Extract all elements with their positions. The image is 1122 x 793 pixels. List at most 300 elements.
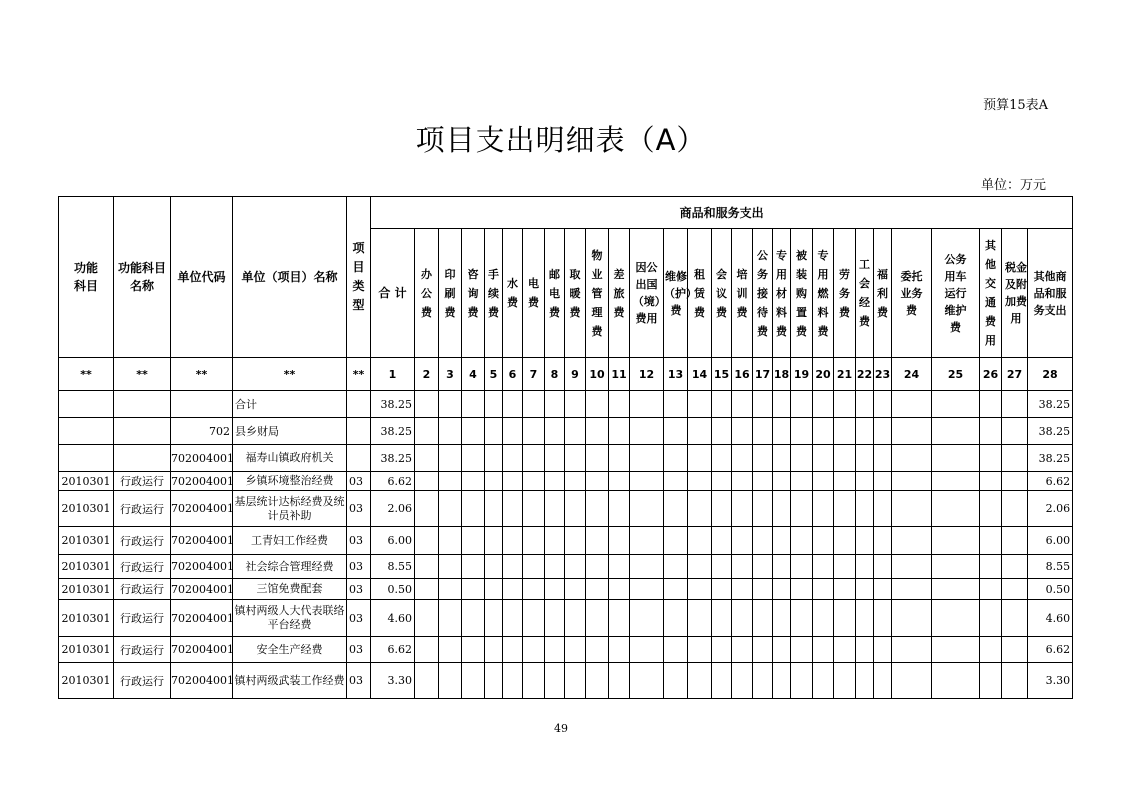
row-empty-cell [503, 600, 523, 637]
index-marker: ** [347, 358, 371, 391]
row-other-goods-services: 6.62 [1028, 637, 1073, 663]
row-func-code: 2010301 [59, 472, 114, 491]
row-empty-cell [688, 391, 712, 418]
row-empty-cell [545, 418, 565, 445]
row-empty-cell [586, 637, 609, 663]
table-row [59, 527, 1073, 555]
row-empty-cell [523, 491, 545, 527]
header-col-label: 其他商品和服务支出 [1033, 269, 1067, 317]
row-empty-cell [609, 555, 630, 579]
row-empty-cell [932, 418, 980, 445]
row-empty-cell [813, 391, 834, 418]
row-empty-cell [834, 472, 856, 491]
row-empty-cell [813, 491, 834, 527]
row-empty-cell [712, 663, 732, 699]
row-empty-cell [545, 600, 565, 637]
row-empty-cell [503, 579, 523, 600]
row-unit-code: 702004001 [171, 600, 233, 637]
row-name: 乡镇环境整治经费 [233, 472, 347, 491]
row-empty-cell [462, 491, 485, 527]
row-empty-cell [439, 418, 462, 445]
row-empty-cell [932, 445, 980, 472]
row-empty-cell [773, 472, 791, 491]
header-col-label: 公务用车运行维护费 [944, 252, 967, 334]
row-empty-cell [462, 418, 485, 445]
header-col-label: 专用材料费 [776, 248, 787, 338]
row-total: 4.60 [371, 600, 415, 637]
row-empty-cell [732, 445, 753, 472]
row-empty-cell [1002, 472, 1028, 491]
row-empty-cell [813, 418, 834, 445]
row-empty-cell [630, 472, 664, 491]
row-empty-cell [874, 637, 892, 663]
row-empty-cell [485, 445, 503, 472]
header-col-label: 差旅费 [613, 267, 625, 319]
row-empty-cell [609, 637, 630, 663]
row-empty-cell [545, 472, 565, 491]
row-func-code: 2010301 [59, 555, 114, 579]
index-number: 13 [664, 358, 688, 391]
header-col-label: 培训费 [736, 267, 748, 319]
row-empty-cell [892, 579, 932, 600]
row-empty-cell [712, 391, 732, 418]
index-number: 28 [1028, 358, 1073, 391]
header-col-17 [753, 229, 773, 358]
row-empty-cell [932, 579, 980, 600]
row-empty-cell [980, 391, 1002, 418]
row-func-code: 2010301 [59, 637, 114, 663]
row-empty-cell [892, 637, 932, 663]
row-empty-cell [712, 445, 732, 472]
index-number: 21 [834, 358, 856, 391]
row-empty-cell [630, 579, 664, 600]
row-empty-cell [503, 527, 523, 555]
row-empty-cell [1002, 418, 1028, 445]
row-empty-cell [1002, 663, 1028, 699]
row-other-goods-services: 0.50 [1028, 579, 1073, 600]
row-empty-cell [664, 472, 688, 491]
row-empty-cell [834, 579, 856, 600]
row-empty-cell [813, 555, 834, 579]
row-unit-code: 702004001 [171, 527, 233, 555]
row-name: 工青妇工作经费 [233, 527, 347, 555]
row-empty-cell [586, 579, 609, 600]
row-unit-code: 702004001 [171, 579, 233, 600]
row-name: 福寿山镇政府机关 [233, 445, 347, 472]
index-number: 19 [791, 358, 813, 391]
row-empty-cell [462, 600, 485, 637]
row-empty-cell [874, 391, 892, 418]
row-empty-cell [834, 527, 856, 555]
row-empty-cell [545, 663, 565, 699]
row-func-code: 2010301 [59, 663, 114, 699]
row-empty-cell [874, 491, 892, 527]
row-empty-cell [688, 445, 712, 472]
row-project-type: 03 [347, 663, 371, 699]
row-empty-cell [462, 663, 485, 699]
row-name: 三馆免费配套 [233, 579, 347, 600]
row-empty-cell [462, 555, 485, 579]
row-func-code: 2010301 [59, 527, 114, 555]
row-func-code: 2010301 [59, 491, 114, 527]
row-empty-cell [753, 391, 773, 418]
header-col-8 [545, 229, 565, 358]
row-empty-cell [462, 445, 485, 472]
row-empty-cell [732, 472, 753, 491]
row-name: 基层统计达标经费及统计员补助 [233, 491, 347, 527]
row-empty-cell [462, 579, 485, 600]
row-func-name [114, 445, 171, 472]
row-empty-cell [980, 418, 1002, 445]
row-empty-cell [523, 555, 545, 579]
row-empty-cell [834, 637, 856, 663]
row-func-code: 2010301 [59, 579, 114, 600]
row-empty-cell [1002, 391, 1028, 418]
row-empty-cell [813, 663, 834, 699]
row-empty-cell [664, 663, 688, 699]
row-func-code [59, 445, 114, 472]
header-col-label: 会议费 [716, 267, 727, 319]
row-empty-cell [1002, 491, 1028, 527]
row-total: 38.25 [371, 391, 415, 418]
row-empty-cell [753, 555, 773, 579]
row-empty-cell [630, 391, 664, 418]
header-col-label: 劳务费 [839, 267, 850, 319]
row-other-goods-services: 4.60 [1028, 600, 1073, 637]
row-empty-cell [565, 600, 586, 637]
row-empty-cell [1002, 527, 1028, 555]
row-empty-cell [485, 555, 503, 579]
row-empty-cell [664, 527, 688, 555]
index-number: 2 [415, 358, 439, 391]
row-empty-cell [874, 527, 892, 555]
row-empty-cell [773, 418, 791, 445]
row-empty-cell [664, 445, 688, 472]
header-col-9 [565, 229, 586, 358]
row-func-name: 行政运行 [114, 637, 171, 663]
row-empty-cell [753, 445, 773, 472]
header-col-label: 水费 [507, 277, 518, 309]
row-name: 合计 [233, 391, 347, 418]
index-number: 18 [773, 358, 791, 391]
row-empty-cell [813, 445, 834, 472]
row-empty-cell [664, 418, 688, 445]
row-empty-cell [630, 527, 664, 555]
row-name: 安全生产经费 [233, 637, 347, 663]
row-empty-cell [856, 555, 874, 579]
row-empty-cell [813, 637, 834, 663]
row-empty-cell [813, 579, 834, 600]
row-empty-cell [688, 418, 712, 445]
row-empty-cell [439, 445, 462, 472]
row-empty-cell [609, 472, 630, 491]
index-number: 26 [980, 358, 1002, 391]
row-func-code: 2010301 [59, 600, 114, 637]
row-empty-cell [523, 637, 545, 663]
row-empty-cell [586, 472, 609, 491]
row-other-goods-services: 38.25 [1028, 418, 1073, 445]
row-empty-cell [415, 555, 439, 579]
header-col-label: 电费 [528, 277, 539, 309]
row-empty-cell [523, 391, 545, 418]
row-empty-cell [753, 418, 773, 445]
row-empty-cell [1002, 637, 1028, 663]
row-empty-cell [688, 491, 712, 527]
row-empty-cell [874, 418, 892, 445]
header-col-16 [732, 229, 753, 358]
row-empty-cell [586, 600, 609, 637]
row-empty-cell [892, 445, 932, 472]
index-number: 3 [439, 358, 462, 391]
header-col-24 [892, 229, 932, 358]
row-empty-cell [415, 391, 439, 418]
row-empty-cell [439, 637, 462, 663]
row-empty-cell [773, 579, 791, 600]
row-empty-cell [980, 663, 1002, 699]
row-empty-cell [565, 579, 586, 600]
row-empty-cell [485, 418, 503, 445]
row-empty-cell [503, 555, 523, 579]
row-empty-cell [856, 527, 874, 555]
row-empty-cell [609, 663, 630, 699]
row-empty-cell [439, 600, 462, 637]
row-empty-cell [791, 600, 813, 637]
header-col-19 [791, 229, 813, 358]
row-empty-cell [523, 472, 545, 491]
header-col-label: 租赁费 [694, 267, 705, 319]
row-empty-cell [565, 445, 586, 472]
row-empty-cell [503, 418, 523, 445]
row-empty-cell [439, 472, 462, 491]
row-empty-cell [630, 418, 664, 445]
row-func-name: 行政运行 [114, 579, 171, 600]
row-empty-cell [773, 663, 791, 699]
header-col-label: 咨询费 [467, 267, 479, 319]
row-empty-cell [630, 445, 664, 472]
row-empty-cell [688, 527, 712, 555]
row-empty-cell [874, 555, 892, 579]
row-empty-cell [874, 600, 892, 637]
row-empty-cell [462, 472, 485, 491]
row-empty-cell [688, 663, 712, 699]
index-number: 1 [371, 358, 415, 391]
table-row [59, 418, 1073, 445]
row-empty-cell [932, 600, 980, 637]
header-col-20 [813, 229, 834, 358]
row-empty-cell [565, 555, 586, 579]
row-empty-cell [586, 663, 609, 699]
row-project-type: 03 [347, 637, 371, 663]
row-empty-cell [980, 579, 1002, 600]
row-empty-cell [1002, 555, 1028, 579]
row-empty-cell [415, 418, 439, 445]
row-empty-cell [586, 391, 609, 418]
row-empty-cell [874, 579, 892, 600]
row-empty-cell [630, 555, 664, 579]
row-empty-cell [545, 445, 565, 472]
index-number: 12 [630, 358, 664, 391]
row-total: 6.62 [371, 637, 415, 663]
row-empty-cell [834, 663, 856, 699]
row-empty-cell [664, 391, 688, 418]
row-empty-cell [773, 445, 791, 472]
header-col-label: 福利费 [877, 267, 888, 319]
index-number: 14 [688, 358, 712, 391]
header-col-label: 取暖费 [569, 267, 581, 319]
row-empty-cell [892, 527, 932, 555]
row-empty-cell [732, 663, 753, 699]
table-row [59, 555, 1073, 579]
row-empty-cell [565, 418, 586, 445]
row-empty-cell [609, 600, 630, 637]
row-empty-cell [586, 445, 609, 472]
table-row [59, 472, 1073, 491]
index-number: 23 [874, 358, 892, 391]
row-empty-cell [980, 491, 1002, 527]
header-col-27 [1002, 229, 1028, 358]
header-project-type: 项目类型 [347, 197, 371, 358]
header-col-label: 其他交通费用 [985, 239, 996, 347]
row-empty-cell [892, 391, 932, 418]
row-project-type: 03 [347, 472, 371, 491]
header-col-label: 手续费 [488, 267, 499, 319]
header-col-label: 印刷费 [444, 267, 456, 319]
row-project-type [347, 418, 371, 445]
row-func-name: 行政运行 [114, 527, 171, 555]
index-number: 27 [1002, 358, 1028, 391]
row-empty-cell [630, 663, 664, 699]
header-col-label: 办公费 [421, 267, 432, 319]
header-func-code: 功能科目 [59, 197, 114, 358]
row-empty-cell [932, 527, 980, 555]
row-other-goods-services: 3.30 [1028, 663, 1073, 699]
row-empty-cell [630, 491, 664, 527]
row-empty-cell [439, 391, 462, 418]
table-row [59, 391, 1073, 418]
index-number: 4 [462, 358, 485, 391]
header-col-15 [712, 229, 732, 358]
header-col-label: 专用燃料费 [817, 248, 829, 338]
row-empty-cell [523, 527, 545, 555]
row-empty-cell [712, 637, 732, 663]
index-number: 15 [712, 358, 732, 391]
row-empty-cell [753, 472, 773, 491]
row-empty-cell [439, 579, 462, 600]
row-empty-cell [892, 418, 932, 445]
row-empty-cell [712, 579, 732, 600]
row-total: 8.55 [371, 555, 415, 579]
row-empty-cell [932, 391, 980, 418]
row-empty-cell [1002, 579, 1028, 600]
row-empty-cell [892, 663, 932, 699]
row-empty-cell [834, 418, 856, 445]
row-empty-cell [773, 600, 791, 637]
row-unit-code: 702004001 [171, 445, 233, 472]
page-number: 49 [554, 722, 568, 735]
header-col-7 [523, 229, 545, 358]
header-col-3 [439, 229, 462, 358]
row-empty-cell [773, 637, 791, 663]
row-total: 6.62 [371, 472, 415, 491]
index-number: 22 [856, 358, 874, 391]
row-project-type: 03 [347, 527, 371, 555]
row-empty-cell [773, 527, 791, 555]
row-empty-cell [892, 472, 932, 491]
row-empty-cell [485, 637, 503, 663]
table-row [59, 579, 1073, 600]
header-col-6 [503, 229, 523, 358]
index-number: 20 [813, 358, 834, 391]
row-unit-code: 702004001 [171, 663, 233, 699]
index-number: 11 [609, 358, 630, 391]
index-number: 8 [545, 358, 565, 391]
row-empty-cell [565, 391, 586, 418]
row-empty-cell [791, 445, 813, 472]
row-empty-cell [523, 418, 545, 445]
row-empty-cell [932, 555, 980, 579]
row-func-name: 行政运行 [114, 600, 171, 637]
header-col-label: 被装购置费 [796, 248, 807, 338]
row-empty-cell [545, 555, 565, 579]
row-empty-cell [485, 579, 503, 600]
header-col-12 [630, 229, 664, 358]
header-unit-code: 单位代码 [171, 197, 233, 358]
row-name: 镇村两级武装工作经费 [233, 663, 347, 699]
row-unit-code: 702004001 [171, 637, 233, 663]
row-empty-cell [503, 663, 523, 699]
row-empty-cell [688, 637, 712, 663]
header-col-label: 公务接待费 [757, 248, 768, 338]
header-col-4 [462, 229, 485, 358]
row-empty-cell [834, 600, 856, 637]
form-id: 预算15表A [983, 98, 1048, 113]
row-project-type: 03 [347, 491, 371, 527]
row-func-name: 行政运行 [114, 472, 171, 491]
row-empty-cell [609, 579, 630, 600]
row-empty-cell [753, 579, 773, 600]
row-empty-cell [856, 418, 874, 445]
row-empty-cell [856, 663, 874, 699]
row-empty-cell [586, 491, 609, 527]
row-empty-cell [834, 391, 856, 418]
row-empty-cell [791, 472, 813, 491]
table-row [59, 445, 1073, 472]
row-empty-cell [415, 600, 439, 637]
row-empty-cell [485, 472, 503, 491]
row-empty-cell [688, 472, 712, 491]
row-empty-cell [732, 579, 753, 600]
header-col-21 [834, 229, 856, 358]
row-empty-cell [753, 491, 773, 527]
row-empty-cell [856, 391, 874, 418]
row-empty-cell [980, 555, 1002, 579]
row-empty-cell [415, 637, 439, 663]
row-empty-cell [980, 637, 1002, 663]
row-empty-cell [688, 600, 712, 637]
row-empty-cell [712, 418, 732, 445]
header-col-28 [1028, 229, 1073, 358]
index-number: 5 [485, 358, 503, 391]
row-empty-cell [791, 527, 813, 555]
row-name: 社会综合管理经费 [233, 555, 347, 579]
row-func-name [114, 418, 171, 445]
header-col-label: 委托业务费 [900, 269, 923, 317]
row-empty-cell [732, 391, 753, 418]
row-empty-cell [813, 527, 834, 555]
row-project-type [347, 391, 371, 418]
header-col-26 [980, 229, 1002, 358]
row-project-type: 03 [347, 555, 371, 579]
